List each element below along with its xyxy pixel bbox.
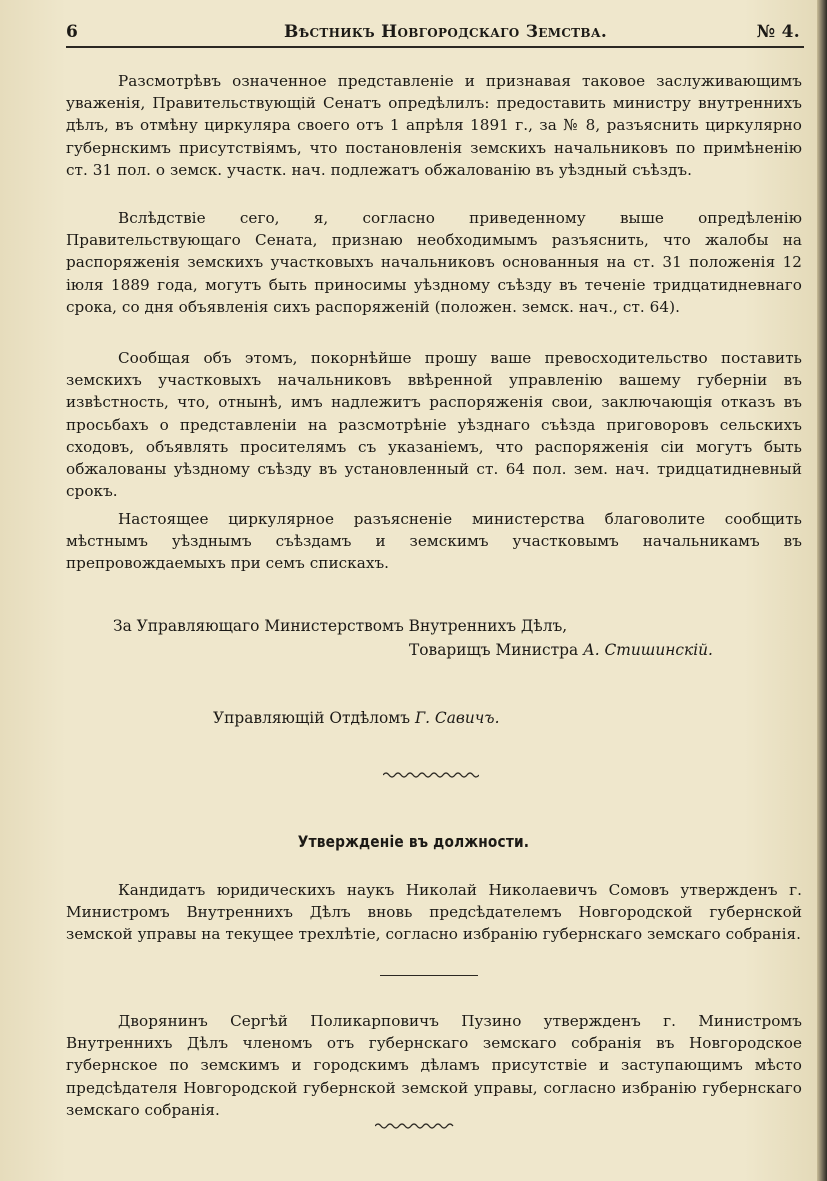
signature-name-savich: Г. Савичъ. (414, 709, 500, 727)
ornamental-divider (383, 770, 479, 780)
issue-number: № 4. (756, 22, 800, 42)
journal-title: Вѣстникъ Новгородскаго Земства. (284, 22, 608, 42)
header-rule (66, 46, 804, 48)
signature-line-deputy-for: За Управляющаго Министерствомъ Внутреннихъ Дѣлъ, (113, 617, 568, 635)
signature-title: Товарищъ Министра (409, 641, 584, 659)
ornamental-divider (375, 1121, 455, 1131)
section-separator (380, 975, 478, 976)
paragraph-circular: Настоящее циркулярное разъясненіе министерства благоволите сообщить мѣстнымъ уѣзднымъ съѣздамъ и земскимъ участковымъ начальникамъ въ препровождаемыхъ при семъ спискахъ. (66, 510, 802, 573)
paragraph-senate-decision: Разсмотрѣвъ означенное представленіе и признавая таковое заслуживающимъ уваженія, Правительствующій Сенатъ опредѣлилъ: предоставить министру внутреннихъ дѣлъ, въ отмѣну циркуляра своего отъ 1 апрѣля 1891 г., за № 8, разъяснить циркулярно губернскимъ присутствіямъ, что постановленія земскихъ начальниковъ по примѣненію ст. 31 пол. о земск. участк. нач. подлежатъ обжалованію въ уѣздный съѣздъ. (66, 72, 802, 179)
paragraph-somov: Кандидатъ юридическихъ наукъ Николай Николаевичъ Сомовъ утвержденъ г. Министромъ Внутреннихъ Дѣлъ вновь предсѣдателемъ Новгородской губернской земской управы на текущее трехлѣтіе, согласно избранію губернскаго земскаго собранія. (66, 881, 802, 944)
signature-line-deputy-minister (409, 641, 713, 659)
signature-name-stishinsky: А. Стишинскій. (583, 641, 713, 659)
page-header (66, 20, 806, 48)
paragraph-clarification: Вслѣдствіе сего, я, согласно приведенному выше опредѣленію Правительствующаго Сената, признаю необходимымъ разъяснить, что жалобы на распоряженія земскихъ участковыхъ начальниковъ основанныя на ст. 31 положенія 12 іюля 1889 года, могутъ быть приносимы уѣздному съѣзду въ теченіе тридцатидневнаго срока, со дня объявленія сихъ распоряженій (положен. земск. нач., ст. 64). (66, 209, 802, 316)
binding-edge (817, 0, 827, 1181)
signature-line-department-head (213, 709, 499, 727)
page-number: 6 (66, 22, 79, 42)
paragraph-puzino: Дворянинъ Сергѣй Поликарповичъ Пузино утвержденъ г. Министромъ Внутреннихъ Дѣлъ членомъ отъ губернскаго земскаго собранія въ Новгородское губернское по земскимъ и городскимъ дѣламъ присутствіе и заступающимъ мѣсто предсѣдателя Новгородской губернской земской управы, согласно избранію губернскаго земскаго собранія. (66, 1012, 802, 1119)
section-title: Утвержденіе въ должности. (297, 832, 530, 851)
paragraph-request: Сообщая объ этомъ, покорнѣйше прошу ваше превосходительство поставить земскихъ участковыхъ начальниковъ ввѣренной управленію вашему губерніи въ извѣстность, что, отнынѣ, имъ надлежитъ распоряженія свои, заключающія отказъ въ просьбахъ о представленіи на разсмотрѣніе уѣзднаго съѣзда приговоровъ сельскихъ сходовъ, объявлять просителямъ съ указаніемъ, что распоряженія сіи могутъ быть обжалованы уѣздному съѣзду въ установленный ст. 64 пол. зем. нач. тридцатидневный срокъ. (66, 349, 802, 501)
signature-title: Управляющій Отдѣломъ (213, 709, 415, 727)
